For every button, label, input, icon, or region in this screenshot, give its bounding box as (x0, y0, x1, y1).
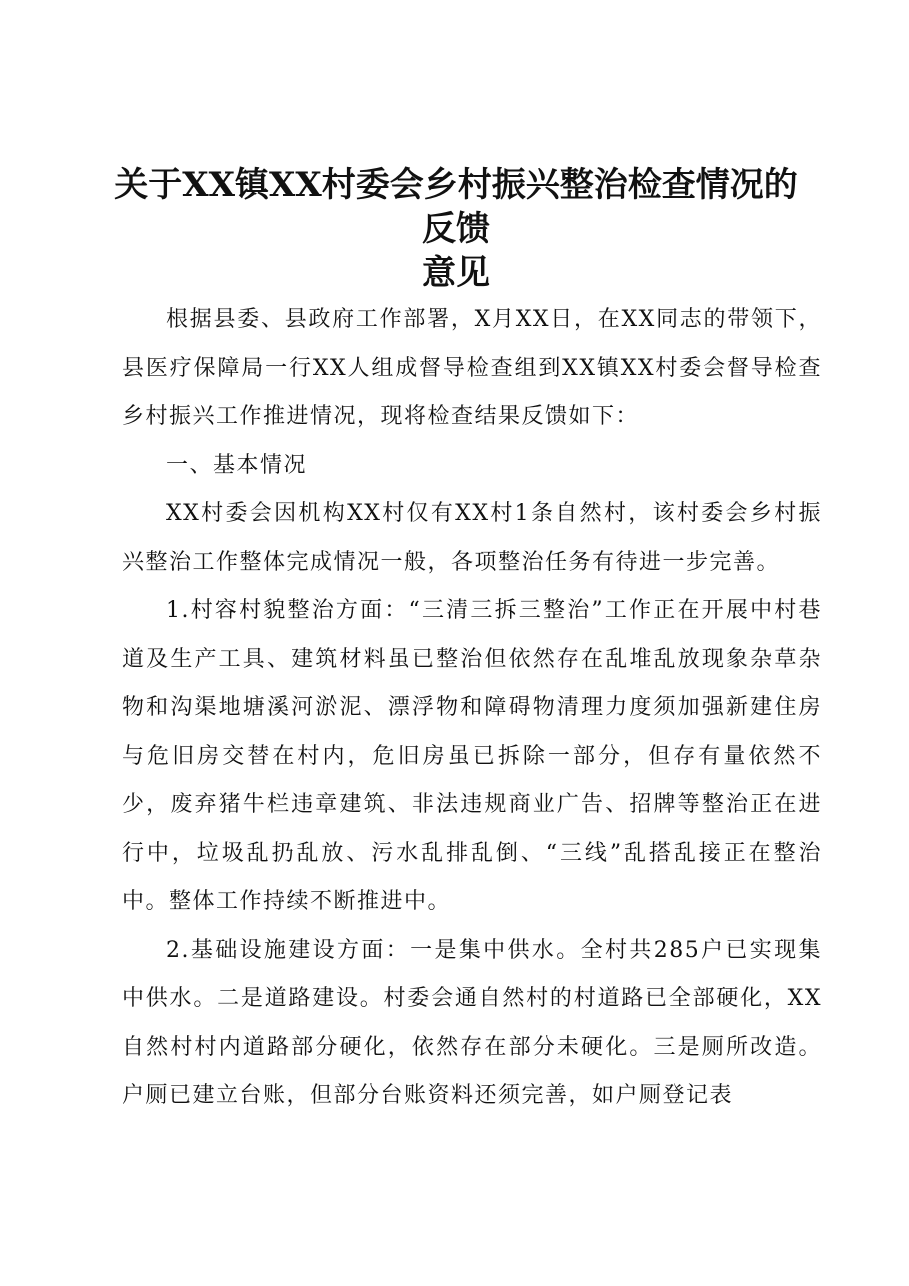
section-heading-basic-situation: 一、基本情况 (166, 452, 308, 478)
document-body (122, 296, 822, 1121)
title-line-1: 关于XX镇XX村委会乡村振兴整治检查情况的反馈 (114, 165, 798, 249)
paragraph-overview: XX村委会因机构XX村仅有XX村1条自然村，该村委会乡村振兴整治工作整体完成情况一般，各项整治任务有待进一步完善。 (122, 501, 822, 575)
paragraph-intro: 根据县委、县政府工作部署，X月XX日，在XX同志的带领下，县医疗保障局一行XX人组成督导检查组到XX镇XX村委会督导检查乡村振兴工作推进情况，现将检查结果反馈如下： (122, 307, 822, 429)
title-line-2: 意见 (422, 253, 490, 293)
document-title (100, 163, 812, 295)
paragraph-infrastructure: 2.基础设施建设方面：一是集中供水。全村共285户已实现集中供水。二是道路建设。村委会通自然村的村道路已全部硬化，XX自然村村内道路部分硬化，依然存在部分未硬化。三是厕所改造。户厕已建立台账，但部分台账资料还须完善，如户厕登记表 (122, 937, 822, 1108)
paragraph-village-appearance: 1.村容村貌整治方面：“三清三拆三整治”工作正在开展中村巷道及生产工具、建筑材料虽已整治但依然存在乱堆乱放现象杂草杂物和沟渠地塘溪河淤泥、漂浮物和障碍物清理力度须加强新建住房与危旧房交替在村内，危旧房虽已拆除一部分，但存有量依然不少，废弃猪牛栏违章建筑、非法违规商业广告、招牌等整治正在进行中，垃圾乱扔乱放、污水乱排乱倒、“三线”乱搭乱接正在整治中。整体工作持续不断推进中。 (122, 598, 822, 914)
